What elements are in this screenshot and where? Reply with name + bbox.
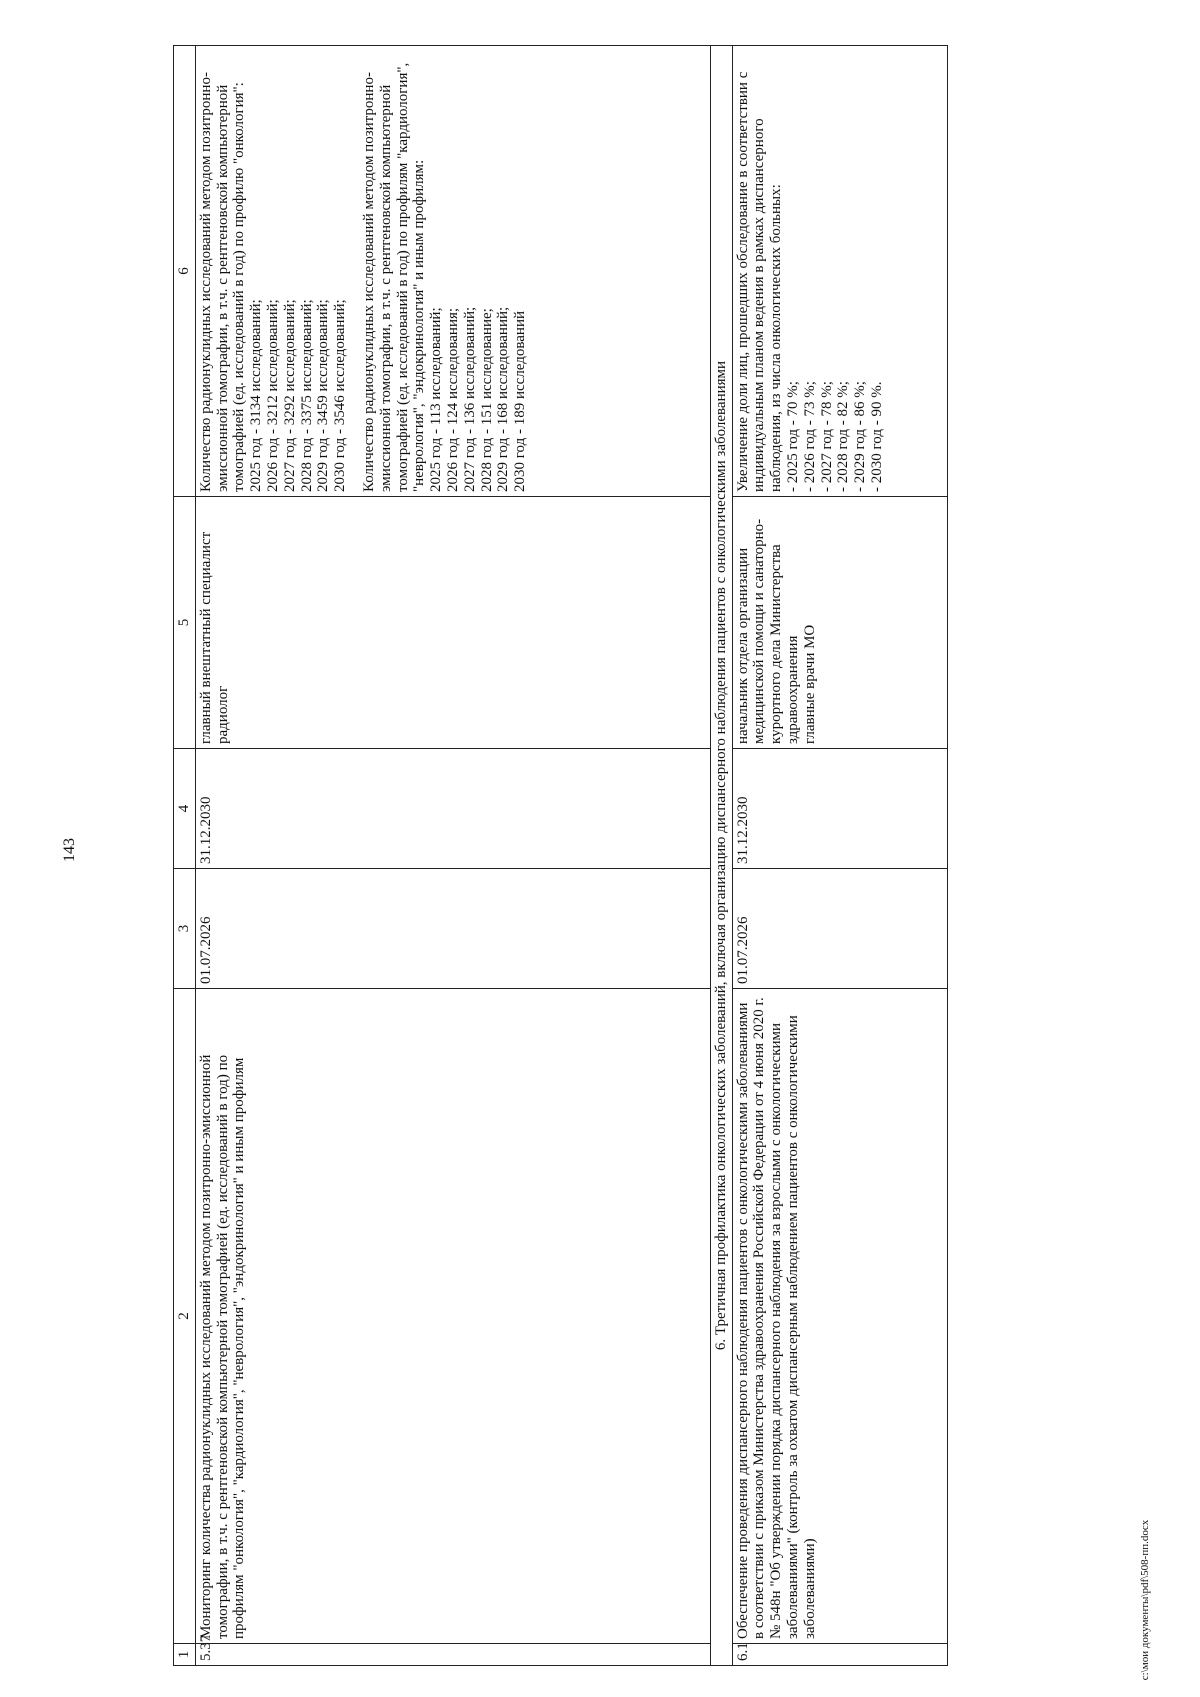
header-cell: 4	[174, 749, 196, 869]
responsible-department-head: начальник отдела организации медицинской помощи и санаторно-курортного дела Министерства здравоохранения	[734, 518, 801, 744]
result-oncology: Количество радионуклидных исследований методом позитронно-эмиссионной томографии, в т.ч. с рентгеновской компьютерной томографией (ед. исследований в год) по профилю "онкология": 2025 год - 3134 исследований; 2026 год - 3212 исследований; 2027 год - 3292 исследований; 2028 год - 3375 исследований; 2029 год - 3459 исследований; 2030 год - 3546 исследований;	[197, 72, 349, 492]
header-cell: 2	[174, 989, 196, 1644]
responsible-cell	[732, 497, 947, 749]
end-date-cell: 31.12.2030	[732, 749, 947, 869]
header-cell: 6	[174, 46, 196, 497]
section-header-row	[710, 46, 732, 1666]
start-date-cell: 01.07.2026	[732, 869, 947, 989]
rotated-table-container	[173, 46, 1043, 1666]
row-number: 5.37	[195, 1644, 710, 1666]
table-row	[195, 46, 710, 1666]
result-intro: Увеличение доли лиц, прошедших обследование в соответствии с индивидуальным планом ведения в рамках диспансерного наблюдения, из числа онкологических больных:	[734, 71, 785, 492]
header-cell: 5	[174, 497, 196, 749]
result-cell	[732, 46, 947, 497]
header-cell: 1	[174, 1644, 196, 1666]
responsible-cell: главный внештатный специалист радиолог	[195, 497, 710, 749]
list-item: - 2030 год - 90 %.	[868, 381, 885, 492]
list-item: - 2025 год - 70 %;	[784, 381, 801, 492]
end-date-cell: 31.12.2030	[195, 749, 710, 869]
start-date-cell: 01.07.2026	[195, 869, 710, 989]
footer-file-path: c:\мои документы\pdf\508-пп.docx	[1139, 1519, 1151, 1681]
page-number: 143	[61, 838, 78, 862]
section-title: 6. Третичная профилактика онкологических заболеваний, включая организацию диспансерного наблюдения пациентов с онкологическими заболеваниями	[710, 46, 732, 1666]
list-item: - 2029 год - 86 %;	[852, 381, 869, 492]
result-list	[785, 50, 886, 492]
list-item: - 2026 год - 73 %;	[801, 381, 818, 492]
list-item: - 2027 год - 78 %;	[818, 381, 835, 492]
activity-cell: Мониторинг количества радионуклидных исследований методом позитронно-эмиссионной томографии, в т.ч. с рентгеновской компьютерной томографией (ед. исследований в год) по профилям "онкология", "кардиология", "неврология", "эндокринология" и иным профилям	[195, 989, 710, 1644]
table-header-row	[174, 46, 196, 1666]
activity-cell: Обеспечение проведения диспансерного наблюдения пациентов с онкологическими заболеваниями в соответствии с приказом Министерства здравоохранения Российской Федерации от 4 июня 2020 г. № 548н "Об утверждении порядка диспансерного наблюдения за взрослыми с онкологическими заболеваниями" (контроль за охватом диспансерным наблюдением пациентов с онкологическими заболеваниями)	[732, 989, 947, 1644]
list-item: - 2028 год - 82 %;	[835, 381, 852, 492]
result-other-profiles: Количество радионуклидных исследований методом позитронно-эмиссионной томографии, в т.ч. с рентгеновской компьютерной томографией (ед. исследований в год) по профилям "кардиология", "неврология", "эндокринология" и иным профилям: 2025 год - 113 исследований; 2026 год - 124 исследования; 2027 год - 136 исследований; 2028 год - 151 исследование; 2029 год - 168 исследований; 2030 год - 189 исследований	[360, 62, 529, 492]
result-cell	[195, 46, 710, 497]
activities-table	[173, 45, 948, 1666]
header-cell: 3	[174, 869, 196, 989]
responsible-chief-doctors: главные врачи МО	[801, 624, 818, 744]
table-row	[732, 46, 947, 1666]
row-number: 6.1	[732, 1644, 947, 1666]
